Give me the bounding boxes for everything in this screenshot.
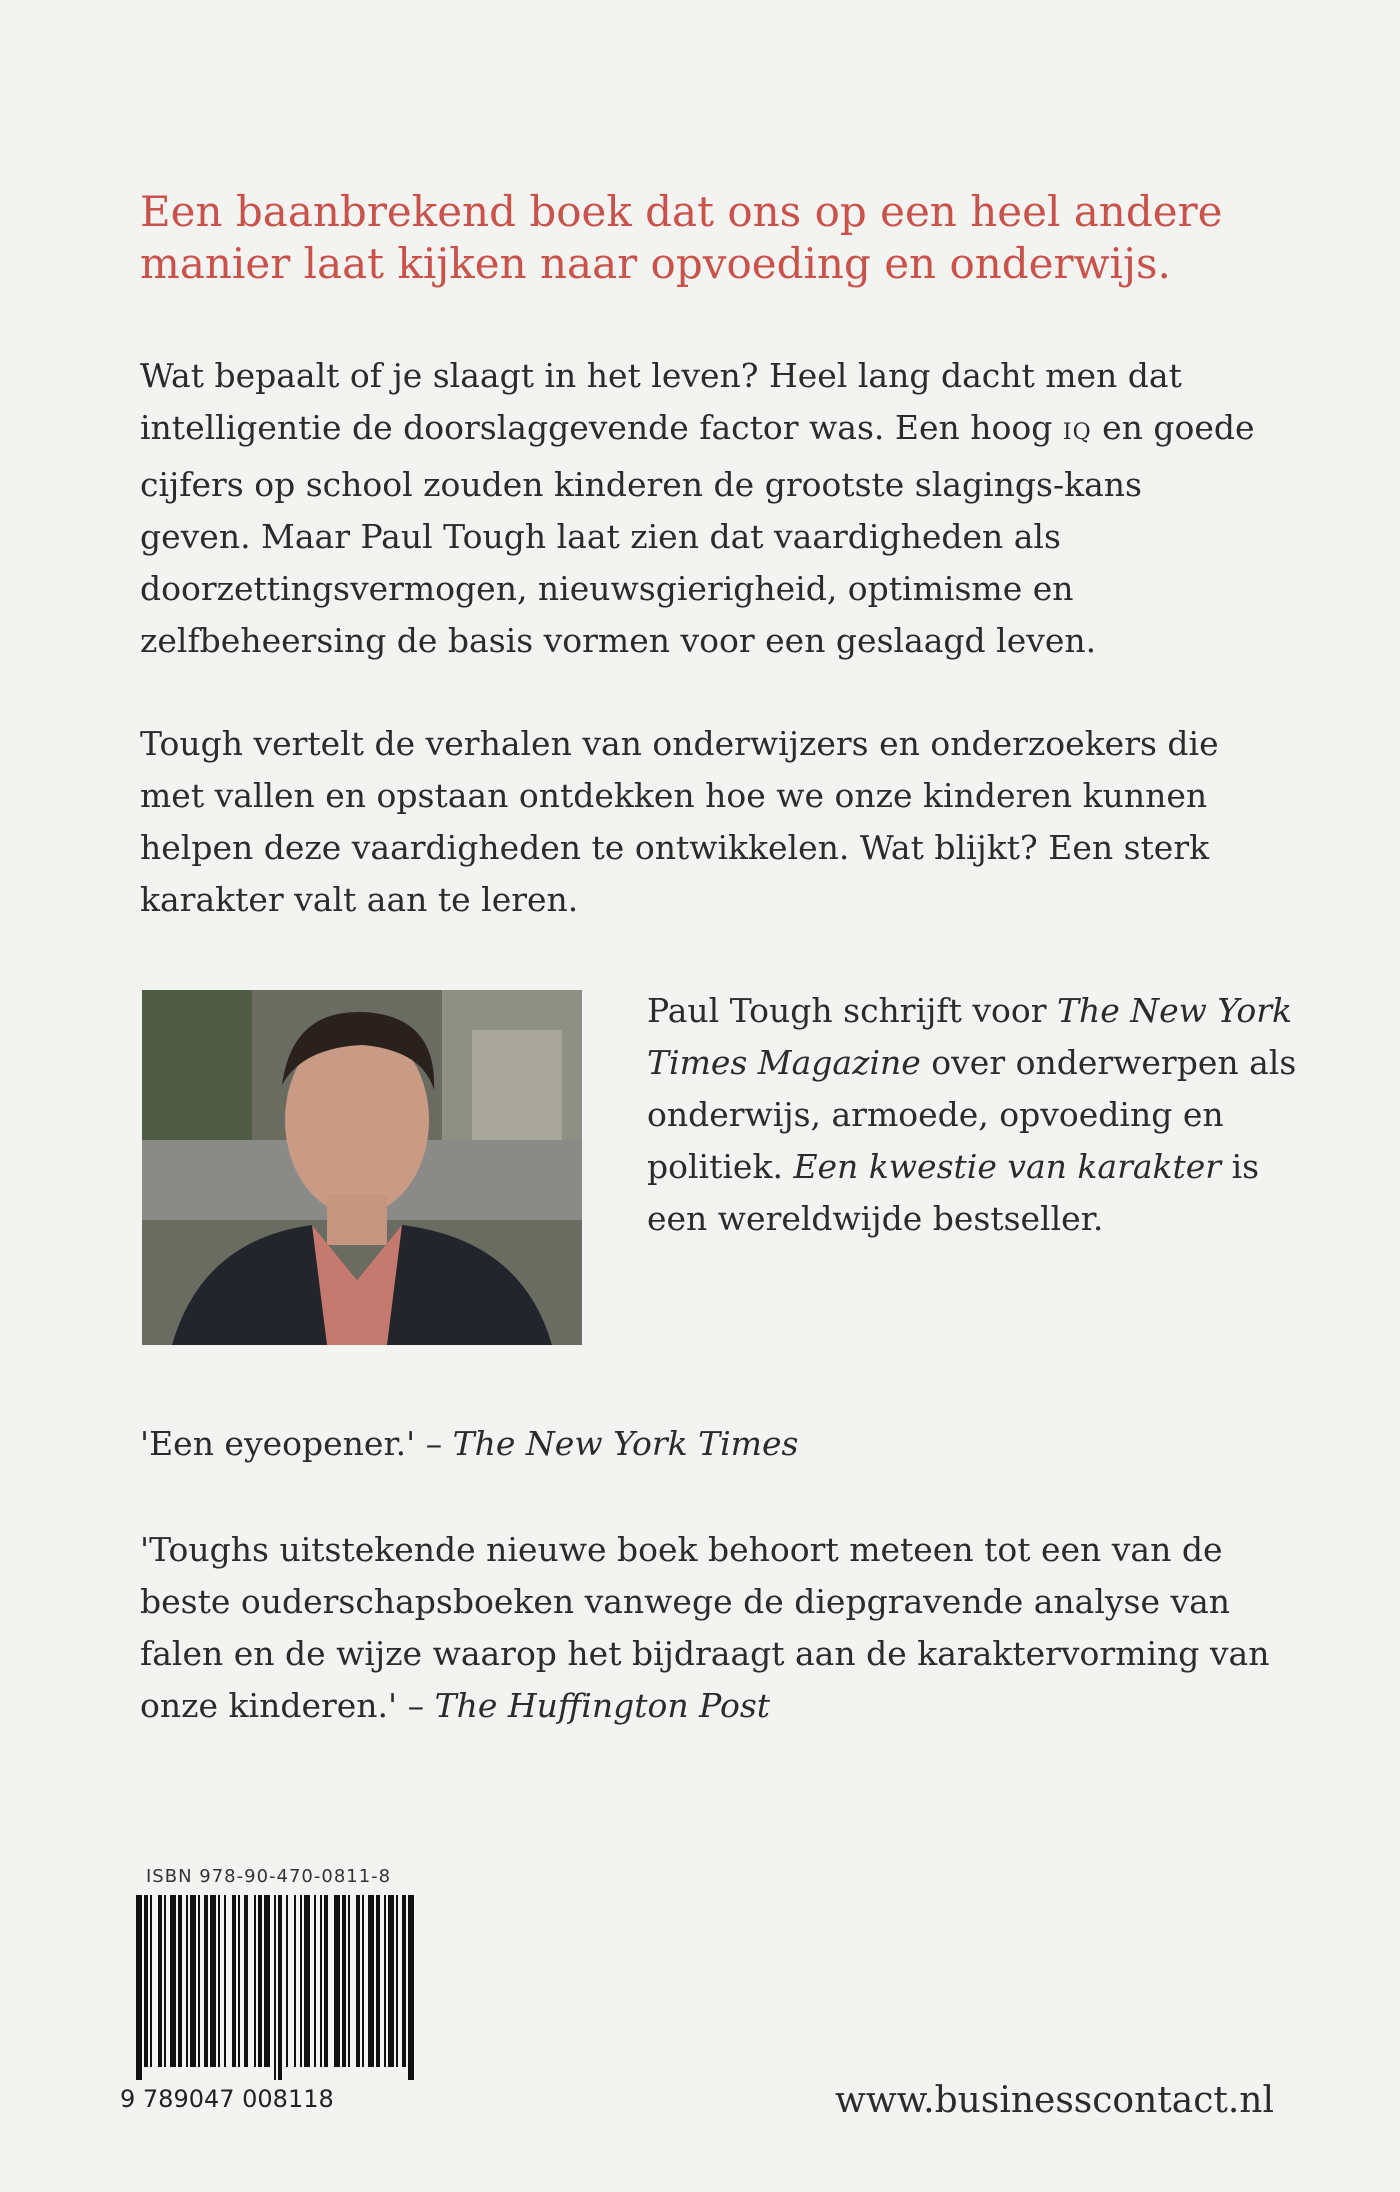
description-text: Tough vertelt de verhalen van onderwijzers en onderzoekers die met vallen en opstaan ontdekken hoe we onze kinderen kunnen helpen deze vaardigheden te ontwikkelen. Wat blijkt? Een sterk karakter valt aan te leren.: [140, 724, 1219, 919]
barcode-bar: [362, 1895, 364, 2067]
barcode-bar: [278, 1895, 282, 2080]
barcode-bar: [324, 1895, 328, 2067]
barcode-bar: [300, 1895, 302, 2067]
description-text: Wat bepaalt of je slaagt in het leven? Heel lang dacht men dat intelligentie de doorslaggevende factor was. Een hoog: [140, 356, 1182, 447]
barcode-bar: [144, 1895, 148, 2067]
barcode-bar: [186, 1895, 188, 2067]
barcode-bar: [334, 1895, 340, 2067]
review-quote-1: [140, 1418, 1270, 1470]
barcode-bar: [264, 1895, 270, 2067]
barcode-bar: [294, 1895, 296, 2067]
barcode-bar: [384, 1895, 386, 2067]
barcode-bar: [304, 1895, 310, 2067]
barcode-bar: [204, 1895, 208, 2067]
tagline-line-1: Een baanbrekend boek dat ons op een heel andere: [140, 187, 1223, 236]
barcode-bar: [314, 1895, 316, 2067]
quote-text: 'Een eyeopener.' –: [140, 1424, 443, 1463]
author-bio-text: over onderwerpen als onderwijs, armoede, opvoeding en politiek.: [647, 1043, 1297, 1186]
barcode-bar: [258, 1895, 262, 2067]
barcode-bar: [224, 1895, 226, 2067]
barcode-bar: [254, 1895, 256, 2067]
author-photo: [142, 990, 582, 1345]
barcode-bar: [408, 1895, 414, 2080]
author-bio-text: Paul Tough schrijft voor: [647, 991, 1047, 1030]
barcode-number: 9 789047 008118: [120, 2085, 334, 2113]
barcode-bar: [342, 1895, 346, 2067]
barcode-bar: [150, 1895, 152, 2067]
author-portrait-image: [142, 990, 582, 1345]
quote-source: The New York Times: [452, 1424, 799, 1463]
barcode-bar: [218, 1895, 220, 2067]
tagline-line-2: manier laat kijken naar opvoeding en onderwijs.: [140, 239, 1171, 288]
barcode-bar: [286, 1895, 288, 2067]
barcode-bar: [274, 1895, 276, 2080]
barcode-bar: [244, 1895, 248, 2067]
description-paragraph-2: [140, 718, 1260, 926]
description-paragraph-1: [140, 350, 1260, 667]
book-title: Een kwestie van karakter: [793, 1147, 1222, 1186]
barcode-bar: [158, 1895, 162, 2067]
barcode-bar: [170, 1895, 176, 2067]
barcode-bar: [238, 1895, 240, 2067]
barcode-bar: [348, 1895, 350, 2067]
barcode-bar: [190, 1895, 196, 2067]
barcode-bar: [210, 1895, 216, 2067]
barcode-bar: [356, 1895, 360, 2067]
publication-title: The New York Times Magazine: [647, 991, 1292, 1082]
barcode-bar: [388, 1895, 394, 2067]
tagline: [140, 186, 1280, 290]
quote-source: The Huffington Post: [434, 1686, 771, 1725]
barcode-bar: [164, 1895, 166, 2067]
barcode-bar: [198, 1895, 200, 2067]
barcode-bar: [178, 1895, 182, 2067]
barcode-bar: [396, 1895, 398, 2067]
barcode-bar: [136, 1895, 142, 2080]
iq-abbreviation: IQ: [1062, 420, 1092, 445]
publisher-website: www.businesscontact.nl: [835, 2080, 1274, 2121]
barcode: [132, 1895, 422, 2080]
author-bio-text: is een wereldwijde bestseller.: [647, 1147, 1260, 1238]
barcode-bar: [402, 1895, 406, 2067]
barcode-bar: [320, 1895, 322, 2067]
description-text: en goede cijfers op school zouden kinderen de grootste slagings-kans geven. Maar Paul Tough laat zien dat vaardigheden als doorzettingsvermogen, nieuwsgierigheid, optimisme en zelfbeheersing de basis vormen voor een geslaagd leven.: [140, 408, 1255, 660]
quote-text: 'Toughs uitstekende nieuwe boek behoort meteen tot een van de beste ouderschapsboeken vanwege de diepgravende analyse van falen en de wijze waarop het bijdraagt aan de karaktervorming van onze kinderen.' –: [140, 1530, 1270, 1725]
author-bio: [647, 985, 1307, 1245]
barcode-bar: [232, 1895, 236, 2067]
isbn-label: ISBN 978-90-470-0811-8: [146, 1866, 392, 1887]
barcode-bar: [368, 1895, 374, 2067]
barcode-bar: [376, 1895, 380, 2067]
review-quote-2: [140, 1524, 1270, 1732]
